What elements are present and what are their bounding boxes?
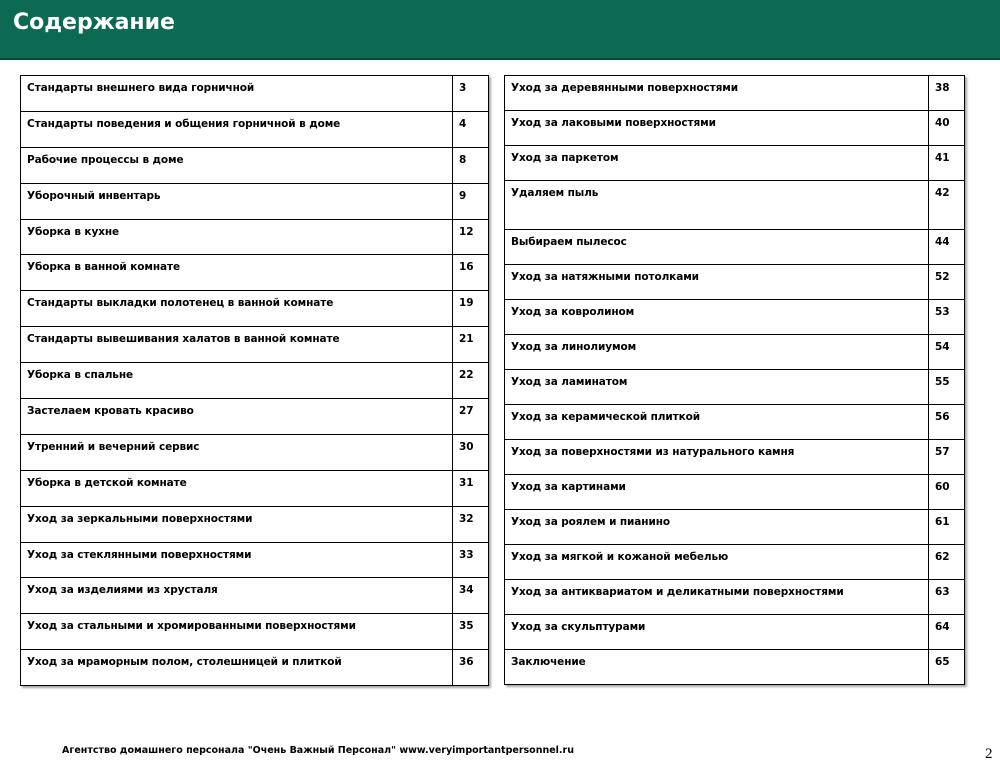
toc-entry-title[interactable]: Стандарты выкладки полотенец в ванной комнате xyxy=(21,291,453,327)
toc-page-number: 54 xyxy=(929,335,965,370)
toc-page-number: 16 xyxy=(453,255,489,291)
toc-page-number: 62 xyxy=(929,545,965,580)
toc-row[interactable] xyxy=(21,219,489,255)
toc-page-number: 64 xyxy=(929,615,965,650)
toc-row[interactable] xyxy=(505,111,965,146)
toc-row[interactable] xyxy=(21,327,489,363)
toc-entry-title[interactable]: Стандарты вывешивания халатов в ванной комнате xyxy=(21,327,453,363)
toc-entry-title[interactable]: Уход за линолиумом xyxy=(505,335,929,370)
toc-row[interactable] xyxy=(505,440,965,475)
toc-page-number: 36 xyxy=(453,650,489,686)
toc-row[interactable] xyxy=(505,580,965,615)
toc-entry-title[interactable]: Рабочие процессы в доме xyxy=(21,147,453,183)
toc-entry-title[interactable]: Стандарты поведения и общения горничной в доме xyxy=(21,111,453,147)
toc-entry-title[interactable]: Стандарты внешнего вида горничной xyxy=(21,76,453,112)
toc-page-number: 9 xyxy=(453,183,489,219)
toc-page-number: 8 xyxy=(453,147,489,183)
toc-row[interactable] xyxy=(21,470,489,506)
toc-row[interactable] xyxy=(505,475,965,510)
toc-entry-title[interactable]: Утренний и вечерний сервис xyxy=(21,434,453,470)
toc-page-number: 19 xyxy=(453,291,489,327)
page-number: 2 xyxy=(985,746,993,762)
toc-page-number: 30 xyxy=(453,434,489,470)
toc-page-number: 38 xyxy=(929,76,965,111)
toc-page-number: 40 xyxy=(929,111,965,146)
toc-entry-title[interactable]: Уход за роялем и пианино xyxy=(505,510,929,545)
toc-page-number: 33 xyxy=(453,542,489,578)
toc-row[interactable] xyxy=(21,363,489,399)
toc-entry-title[interactable]: Выбираем пылесос xyxy=(505,230,929,265)
toc-entry-title[interactable]: Уход за деревянными поверхностями xyxy=(505,76,929,111)
toc-page-number: 35 xyxy=(453,614,489,650)
toc-page-number: 3 xyxy=(453,76,489,112)
toc-table-right xyxy=(504,75,965,685)
toc-page-number: 41 xyxy=(929,146,965,181)
toc-entry-title[interactable]: Уход за ковролином xyxy=(505,300,929,335)
toc-row[interactable] xyxy=(505,545,965,580)
toc-page-number: 31 xyxy=(453,470,489,506)
toc-page-number: 52 xyxy=(929,265,965,300)
toc-page-number: 65 xyxy=(929,650,965,685)
toc-row[interactable] xyxy=(505,370,965,405)
toc-entry-title[interactable]: Уход за стальными и хромированными поверхностями xyxy=(21,614,453,650)
toc-page-number: 53 xyxy=(929,300,965,335)
toc-row[interactable] xyxy=(505,181,965,230)
toc-row[interactable] xyxy=(21,291,489,327)
toc-row[interactable] xyxy=(21,650,489,686)
toc-entry-title[interactable]: Уход за поверхностями из натурального камня xyxy=(505,440,929,475)
toc-row[interactable] xyxy=(21,434,489,470)
toc-entry-title[interactable]: Уход за картинами xyxy=(505,475,929,510)
toc-entry-title[interactable]: Уход за антиквариатом и деликатными поверхностями xyxy=(505,580,929,615)
toc-entry-title[interactable]: Уход за ламинатом xyxy=(505,370,929,405)
toc-page-number: 56 xyxy=(929,405,965,440)
toc-row[interactable] xyxy=(21,506,489,542)
toc-page-number: 32 xyxy=(453,506,489,542)
page-title: Содержание xyxy=(13,10,175,35)
toc-entry-title[interactable]: Удаляем пыль xyxy=(505,181,929,230)
toc-entry-title[interactable]: Уход за керамической плиткой xyxy=(505,405,929,440)
toc-row[interactable] xyxy=(505,230,965,265)
toc-entry-title[interactable]: Уход за стеклянными поверхностями xyxy=(21,542,453,578)
toc-page-number: 42 xyxy=(929,181,965,230)
toc-entry-title[interactable]: Уход за мягкой и кожаной мебелью xyxy=(505,545,929,580)
toc-page-number: 4 xyxy=(453,111,489,147)
toc-row[interactable] xyxy=(21,578,489,614)
toc-page-number: 57 xyxy=(929,440,965,475)
toc-row[interactable] xyxy=(505,405,965,440)
toc-entry-title[interactable]: Уборка в кухне xyxy=(21,219,453,255)
toc-page-number: 12 xyxy=(453,219,489,255)
toc-row[interactable] xyxy=(21,399,489,435)
toc-page-number: 34 xyxy=(453,578,489,614)
toc-page-number: 22 xyxy=(453,363,489,399)
toc-page-number: 44 xyxy=(929,230,965,265)
toc-row[interactable] xyxy=(21,542,489,578)
toc-page-number: 27 xyxy=(453,399,489,435)
toc-page-number: 21 xyxy=(453,327,489,363)
toc-entry-title[interactable]: Уход за лаковыми поверхностями xyxy=(505,111,929,146)
toc-row[interactable] xyxy=(21,255,489,291)
toc-page-number: 55 xyxy=(929,370,965,405)
toc-entry-title[interactable]: Уход за натяжными потолками xyxy=(505,265,929,300)
toc-row[interactable] xyxy=(21,147,489,183)
toc-entry-title[interactable]: Застелаем кровать красиво xyxy=(21,399,453,435)
toc-entry-title[interactable]: Уборочный инвентарь xyxy=(21,183,453,219)
toc-row[interactable] xyxy=(505,335,965,370)
toc-entry-title[interactable]: Уход за изделиями из хрусталя xyxy=(21,578,453,614)
toc-row[interactable] xyxy=(21,76,489,112)
toc-row[interactable] xyxy=(21,614,489,650)
toc-entry-title[interactable]: Уход за зеркальными поверхностями xyxy=(21,506,453,542)
toc-row[interactable] xyxy=(505,615,965,650)
toc-row[interactable] xyxy=(21,183,489,219)
toc-row[interactable] xyxy=(505,300,965,335)
header-bar xyxy=(0,0,1000,60)
footer-agency-text: Агентство домашнего персонала "Очень Важный Персонал" www.veryimportantpersonnel.ru xyxy=(62,745,574,756)
toc-row[interactable] xyxy=(505,146,965,181)
toc-row[interactable] xyxy=(505,510,965,545)
toc-page-number: 63 xyxy=(929,580,965,615)
toc-row[interactable] xyxy=(505,76,965,111)
toc-entry-title[interactable]: Уход за паркетом xyxy=(505,146,929,181)
toc-entry-title[interactable]: Уход за скульптурами xyxy=(505,615,929,650)
toc-page-number: 60 xyxy=(929,475,965,510)
toc-entry-title[interactable]: Заключение xyxy=(505,650,929,685)
toc-row[interactable] xyxy=(505,650,965,685)
toc-row[interactable] xyxy=(21,111,489,147)
toc-entry-title[interactable]: Уборка в спальне xyxy=(21,363,453,399)
toc-entry-title[interactable]: Уборка в детской комнате xyxy=(21,470,453,506)
toc-page-number: 61 xyxy=(929,510,965,545)
toc-table-left xyxy=(20,75,489,686)
toc-entry-title[interactable]: Уход за мраморным полом, столешницей и плиткой xyxy=(21,650,453,686)
toc-row[interactable] xyxy=(505,265,965,300)
toc-entry-title[interactable]: Уборка в ванной комнате xyxy=(21,255,453,291)
